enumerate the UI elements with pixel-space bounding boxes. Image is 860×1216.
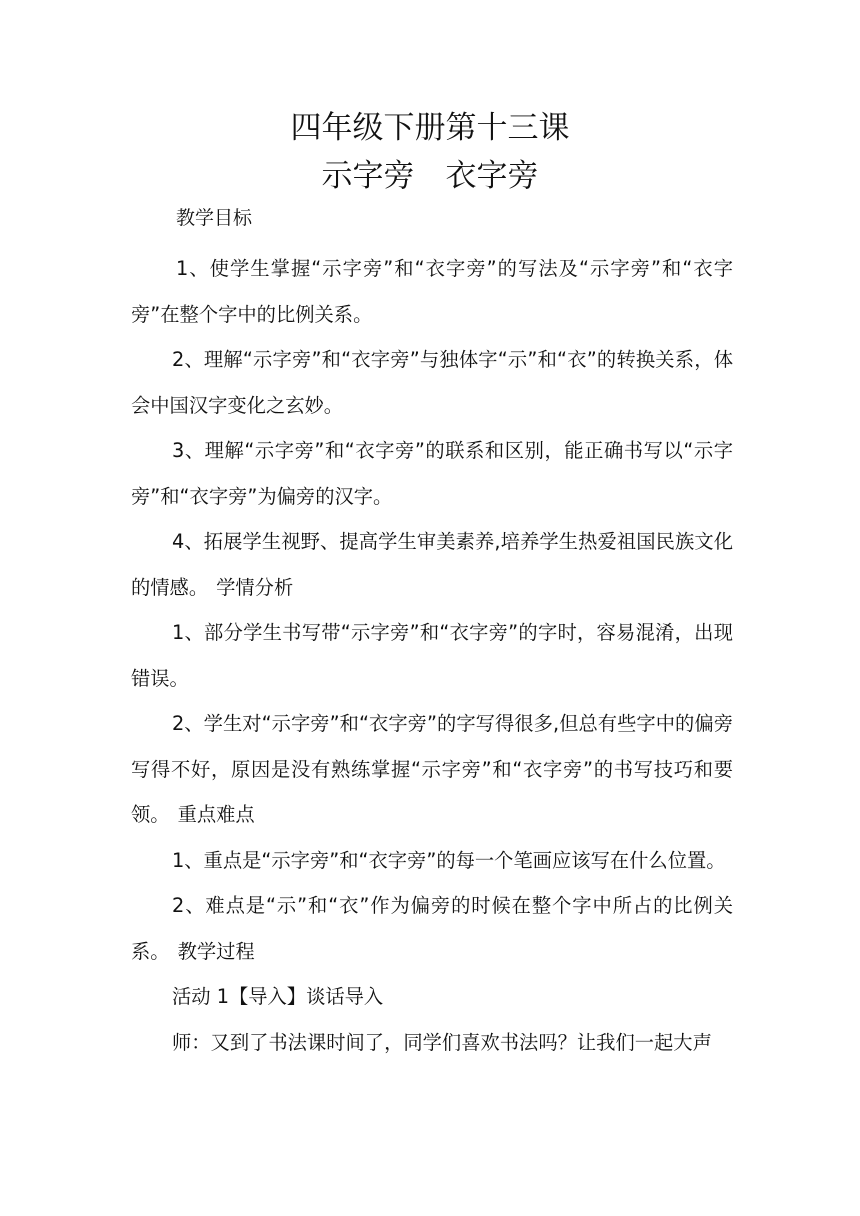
title-line-1: 四年级下册第十三课 bbox=[290, 110, 570, 146]
key-points-heading: 重点难点 bbox=[177, 803, 255, 826]
document-title bbox=[0, 104, 860, 200]
situation-heading: 学情分析 bbox=[216, 575, 294, 599]
paragraph bbox=[131, 974, 733, 1020]
activity-heading: 活动 1【导入】谈话导入 bbox=[172, 985, 384, 1008]
paragraph-text: 1、使学生掌握“示字旁”和“衣字旁”的写法及“示字旁”和“衣字旁”在整个字中的比例关系。 bbox=[131, 257, 733, 326]
paragraph bbox=[131, 428, 733, 519]
paragraph bbox=[131, 610, 733, 701]
paragraph-text: 1、重点是“示字旁”和“衣字旁”的每一个笔画应该写在什么位置。 bbox=[172, 848, 726, 872]
document-body bbox=[131, 246, 733, 1065]
paragraph bbox=[131, 701, 733, 838]
paragraph bbox=[131, 519, 733, 610]
paragraph bbox=[131, 337, 733, 428]
paragraph bbox=[131, 246, 733, 337]
paragraph-text: 1、部分学生书写带“示字旁”和“衣字旁”的字时，容易混淆，出现错误。 bbox=[131, 621, 733, 690]
paragraph bbox=[131, 838, 733, 884]
paragraph bbox=[131, 1020, 733, 1066]
paragraph-text: 3、理解“示字旁”和“衣字旁”的联系和区别，能正确书写以“示字旁”和“衣字旁”为偏旁的汉字。 bbox=[131, 439, 733, 508]
paragraph-text: 2、学生对“示字旁”和“衣字旁”的字写得很多,但总有些字中的偏旁写得不好，原因是没有熟练掌握“示字旁”和“衣字旁”的书写技巧和要领。 bbox=[131, 712, 733, 826]
title-line-2: 示字旁 衣字旁 bbox=[321, 158, 539, 194]
paragraph bbox=[131, 883, 733, 974]
paragraph-text: 4、拓展学生视野、提高学生审美素养,培养学生热爱祖国民族文化的情感。 bbox=[131, 530, 733, 599]
objectives-heading: 教学目标 bbox=[176, 207, 253, 229]
process-heading: 教学过程 bbox=[177, 939, 255, 963]
paragraph-text: 2、难点是“示”和“衣”作为偏旁的时候在整个字中所占的比例关系。 bbox=[131, 894, 733, 963]
paragraph-text: 2、理解“示字旁”和“衣字旁”与独体字“示”和“衣”的转换关系，体会中国汉字变化之玄妙。 bbox=[131, 348, 733, 417]
paragraph-text: 师：又到了书法课时间了，同学们喜欢书法吗？让我们一起大声 bbox=[172, 1030, 712, 1054]
